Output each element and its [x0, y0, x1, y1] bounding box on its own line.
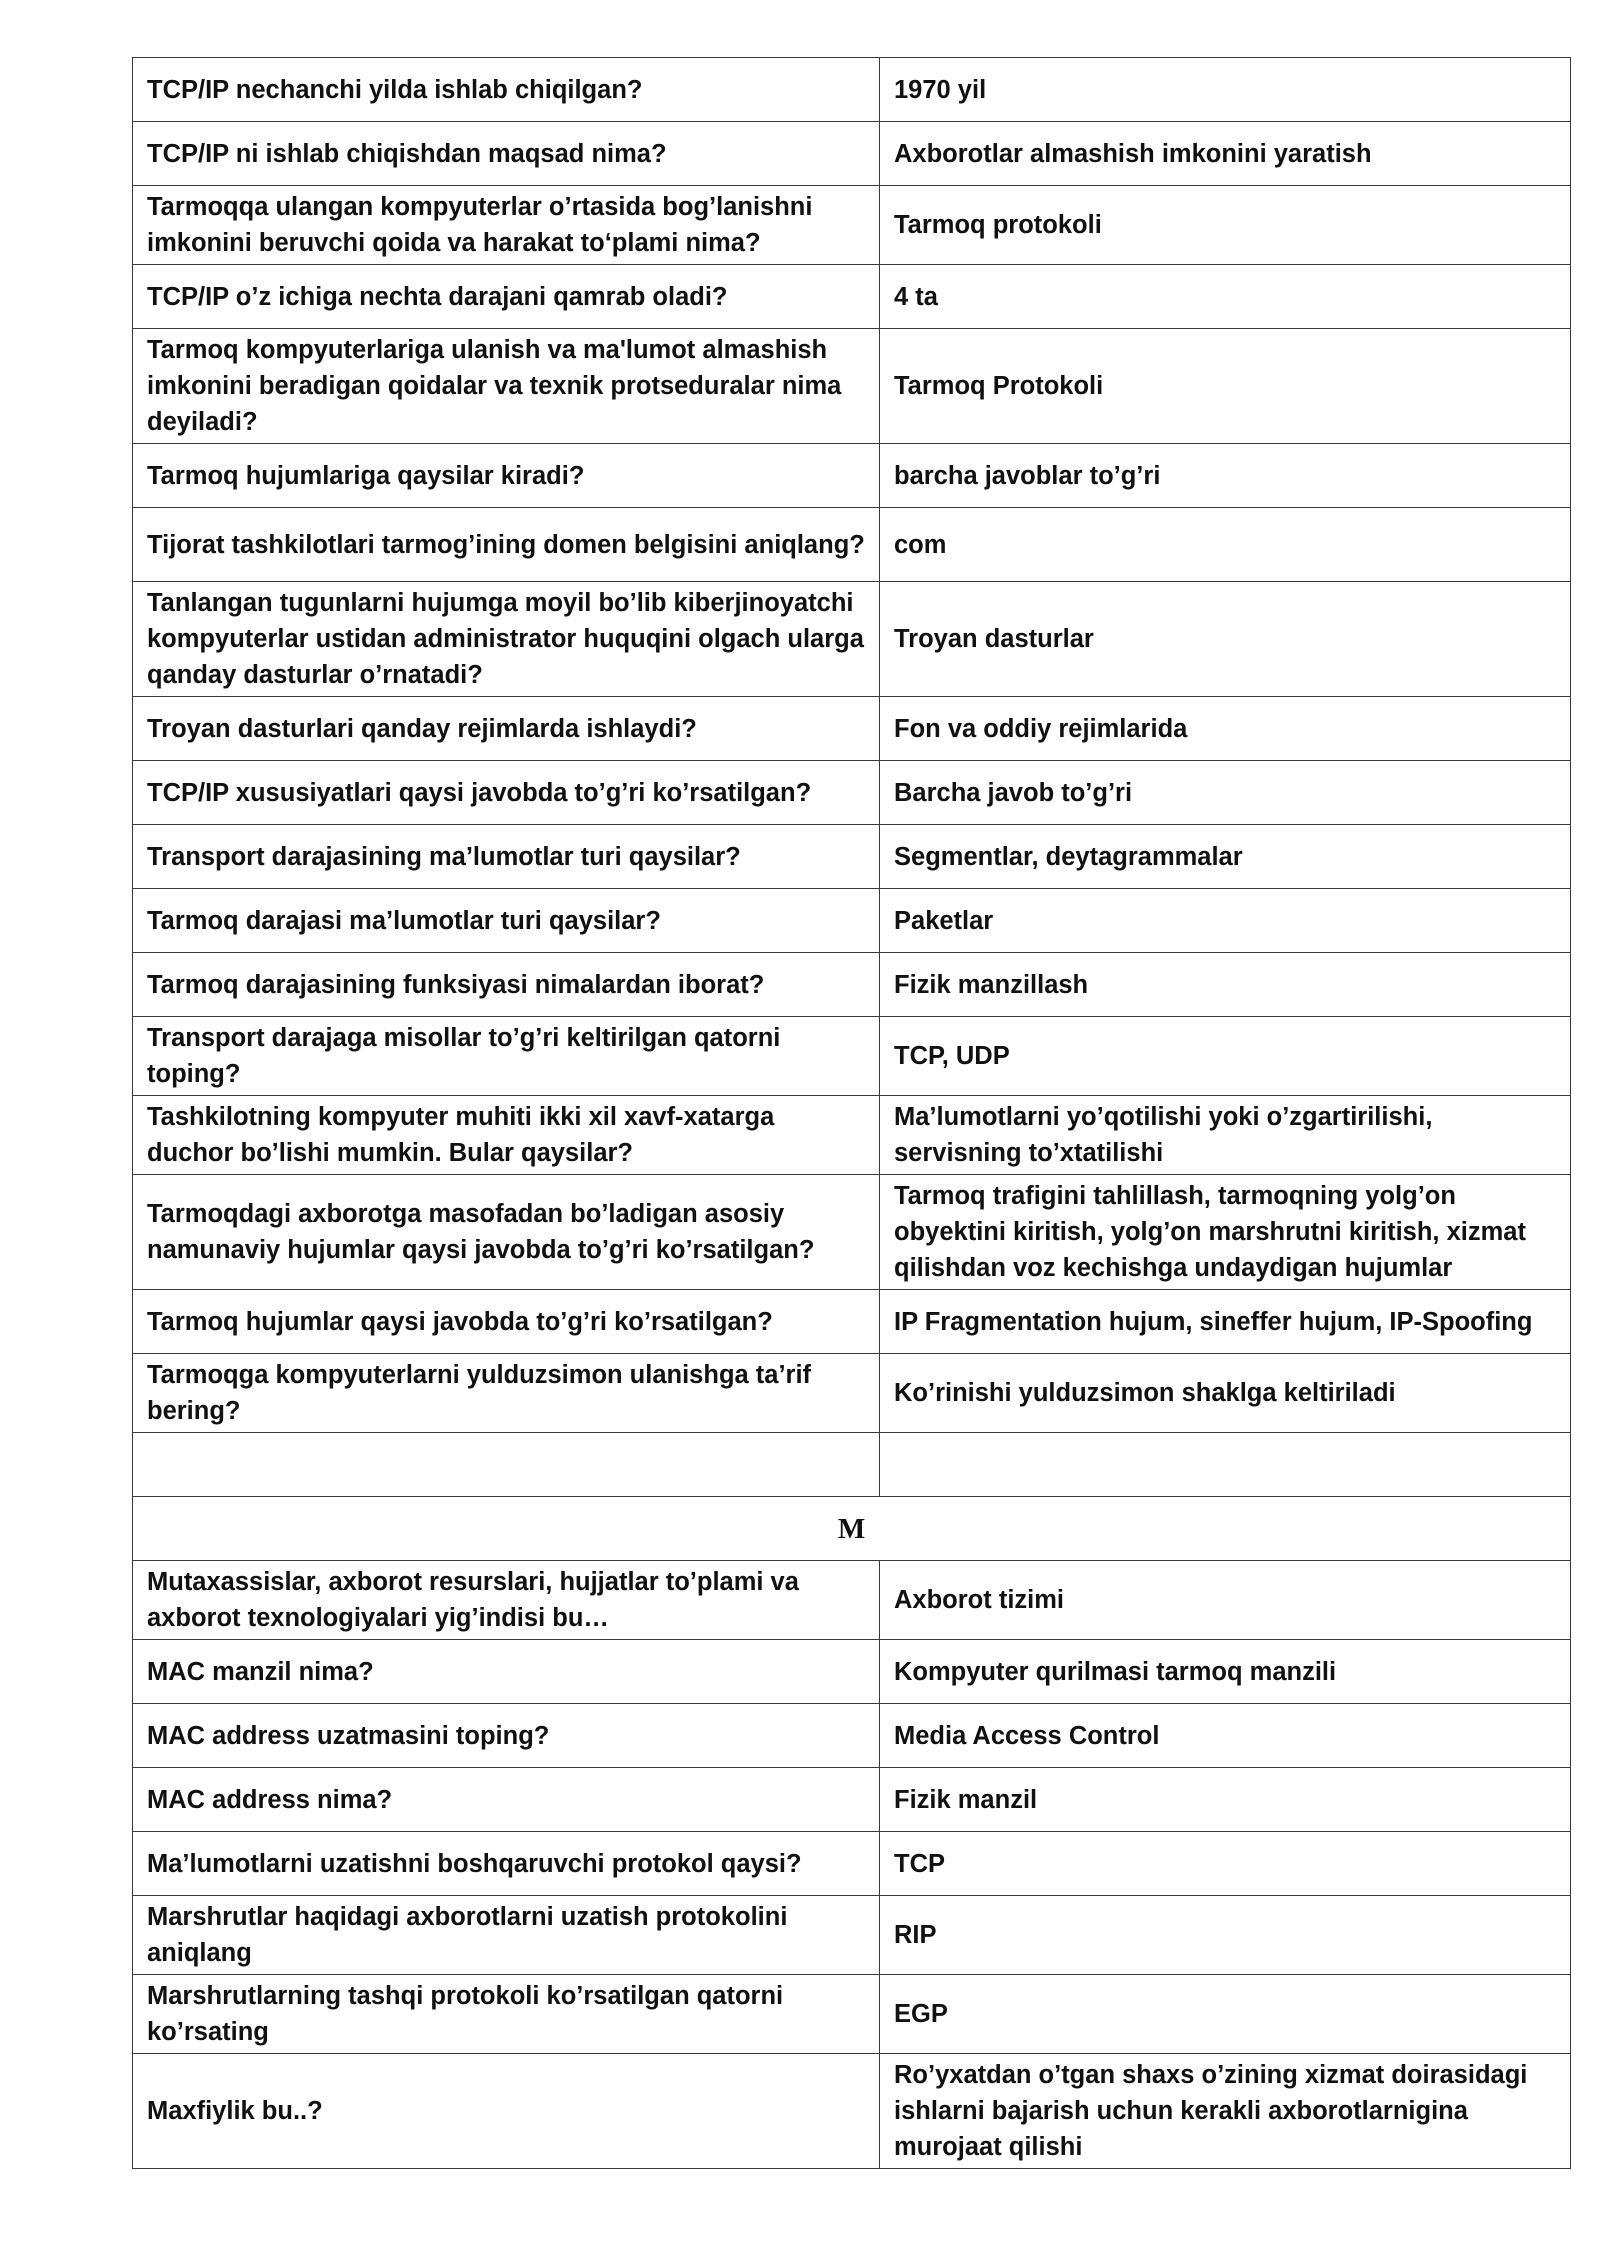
answer-cell: 1970 yil [880, 58, 1571, 122]
answer-cell [880, 1433, 1571, 1497]
question-cell: TCP/IP ni ishlab chiqishdan maqsad nima? [133, 122, 880, 186]
question-cell: Transport darajaga misollar to’g’ri keltirilgan qatorni toping? [133, 1017, 880, 1096]
question-cell: Troyan dasturlari qanday rejimlarda ishlaydi? [133, 697, 880, 761]
table-row [133, 889, 1571, 953]
table-row [133, 2054, 1571, 2169]
table-row [133, 58, 1571, 122]
question-cell: TCP/IP xususiyatlari qaysi javobda to’g’ri ko’rsatilgan? [133, 761, 880, 825]
question-cell: Tarmoqga kompyuterlarni yulduzsimon ulanishga ta’rif bering? [133, 1354, 880, 1433]
table-row [133, 1354, 1571, 1433]
question-cell: Tarmoq kompyuterlariga ulanish va ma'lumot almashish imkonini beradigan qoidalar va texnik protseduralar nima deyiladi? [133, 329, 880, 444]
section-heading-row [133, 1497, 1571, 1561]
qa-table-body [133, 58, 1571, 2169]
qa-table [132, 57, 1571, 2169]
table-row [133, 186, 1571, 265]
answer-cell: Fizik manzillash [880, 953, 1571, 1017]
question-cell: Ma’lumotlarni uzatishni boshqaruvchi protokol qaysi? [133, 1832, 880, 1896]
table-row [133, 1704, 1571, 1768]
question-cell: Tarmoqdagi axborotga masofadan bo’ladigan asosiy namunaviy hujumlar qaysi javobda to’g’ri ko’rsatilgan? [133, 1175, 880, 1290]
table-row [133, 329, 1571, 444]
answer-cell: Axborotlar almashish imkonini yaratish [880, 122, 1571, 186]
table-row [133, 697, 1571, 761]
answer-cell: Segmentlar, deytagrammalar [880, 825, 1571, 889]
question-cell: Tarmoqqa ulangan kompyuterlar o’rtasida bog’lanishni imkonini beruvchi qoida va harakat to‘plami nima? [133, 186, 880, 265]
table-row [133, 1896, 1571, 1975]
question-cell [133, 1433, 880, 1497]
question-cell: MAC manzil nima? [133, 1640, 880, 1704]
table-row [133, 1640, 1571, 1704]
question-cell: Tijorat tashkilotlari tarmog’ining domen belgisini aniqlang? [133, 508, 880, 582]
answer-cell: Ro’yxatdan o’tgan shaxs o’zining xizmat doirasidagi ishlarni bajarish uchun kerakli axborotlarnigina murojaat qilishi [880, 2054, 1571, 2169]
table-row [133, 1561, 1571, 1640]
table-row [133, 122, 1571, 186]
answer-cell: IP Fragmentation hujum, sineffer hujum, IP-Spoofing [880, 1290, 1571, 1354]
answer-cell: Tarmoq Protokoli [880, 329, 1571, 444]
answer-cell: Barcha javob to’g’ri [880, 761, 1571, 825]
table-row [133, 1175, 1571, 1290]
question-cell: Tarmoq hujumlariga qaysilar kiradi? [133, 444, 880, 508]
answer-cell: Tarmoq protokoli [880, 186, 1571, 265]
section-heading: M [133, 1497, 1571, 1561]
question-cell: TCP/IP nechanchi yilda ishlab chiqilgan? [133, 58, 880, 122]
question-cell: Tarmoq hujumlar qaysi javobda to’g’ri ko’rsatilgan? [133, 1290, 880, 1354]
table-row [133, 953, 1571, 1017]
answer-cell: 4 ta [880, 265, 1571, 329]
table-row [133, 1832, 1571, 1896]
table-row [133, 1768, 1571, 1832]
table-row [133, 265, 1571, 329]
question-cell: TCP/IP o’z ichiga nechta darajani qamrab oladi? [133, 265, 880, 329]
answer-cell: TCP, UDP [880, 1017, 1571, 1096]
table-row [133, 582, 1571, 697]
question-cell: Marshrutlarning tashqi protokoli ko’rsatilgan qatorni ko’rsating [133, 1975, 880, 2054]
table-row [133, 1975, 1571, 2054]
question-cell: Tanlangan tugunlarni hujumga moyil bo’lib kiberjinoyatchi kompyuterlar ustidan administrator huquqini olgach ularga qanday dasturlar o’rnatadi? [133, 582, 880, 697]
answer-cell: Fizik manzil [880, 1768, 1571, 1832]
table-row [133, 761, 1571, 825]
question-cell: Maxfiylik bu..? [133, 2054, 880, 2169]
answer-cell: com [880, 508, 1571, 582]
question-cell: Tashkilotning kompyuter muhiti ikki xil xavf-xatarga duchor bo’lishi mumkin. Bular qaysilar? [133, 1096, 880, 1175]
answer-cell: Ko’rinishi yulduzsimon shaklga keltiriladi [880, 1354, 1571, 1433]
table-row [133, 508, 1571, 582]
answer-cell: Fon va oddiy rejimlarida [880, 697, 1571, 761]
answer-cell: RIP [880, 1896, 1571, 1975]
table-row [133, 1433, 1571, 1497]
table-row [133, 444, 1571, 508]
question-cell: Marshrutlar haqidagi axborotlarni uzatish protokolini aniqlang [133, 1896, 880, 1975]
answer-cell: EGP [880, 1975, 1571, 2054]
answer-cell: TCP [880, 1832, 1571, 1896]
answer-cell: Troyan dasturlar [880, 582, 1571, 697]
table-row [133, 1096, 1571, 1175]
table-row [133, 1017, 1571, 1096]
table-row [133, 825, 1571, 889]
question-cell: MAC address uzatmasini toping? [133, 1704, 880, 1768]
answer-cell: Axborot tizimi [880, 1561, 1571, 1640]
question-cell: Mutaxassislar, axborot resurslari, hujjatlar to’plami va axborot texnologiyalari yig’indisi bu… [133, 1561, 880, 1640]
answer-cell: Tarmoq trafigini tahlillash, tarmoqning yolg’on obyektini kiritish, yolg’on marshrutni kiritish, xizmat qilishdan voz kechishga undaydigan hujumlar [880, 1175, 1571, 1290]
table-row [133, 1290, 1571, 1354]
answer-cell: barcha javoblar to’g’ri [880, 444, 1571, 508]
question-cell: Transport darajasining ma’lumotlar turi qaysilar? [133, 825, 880, 889]
answer-cell: Paketlar [880, 889, 1571, 953]
answer-cell: Media Access Control [880, 1704, 1571, 1768]
answer-cell: Kompyuter qurilmasi tarmoq manzili [880, 1640, 1571, 1704]
question-cell: Tarmoq darajasining funksiyasi nimalardan iborat? [133, 953, 880, 1017]
question-cell: Tarmoq darajasi ma’lumotlar turi qaysilar? [133, 889, 880, 953]
answer-cell: Ma’lumotlarni yo’qotilishi yoki o’zgartirilishi, servisning to’xtatilishi [880, 1096, 1571, 1175]
question-cell: MAC address nima? [133, 1768, 880, 1832]
